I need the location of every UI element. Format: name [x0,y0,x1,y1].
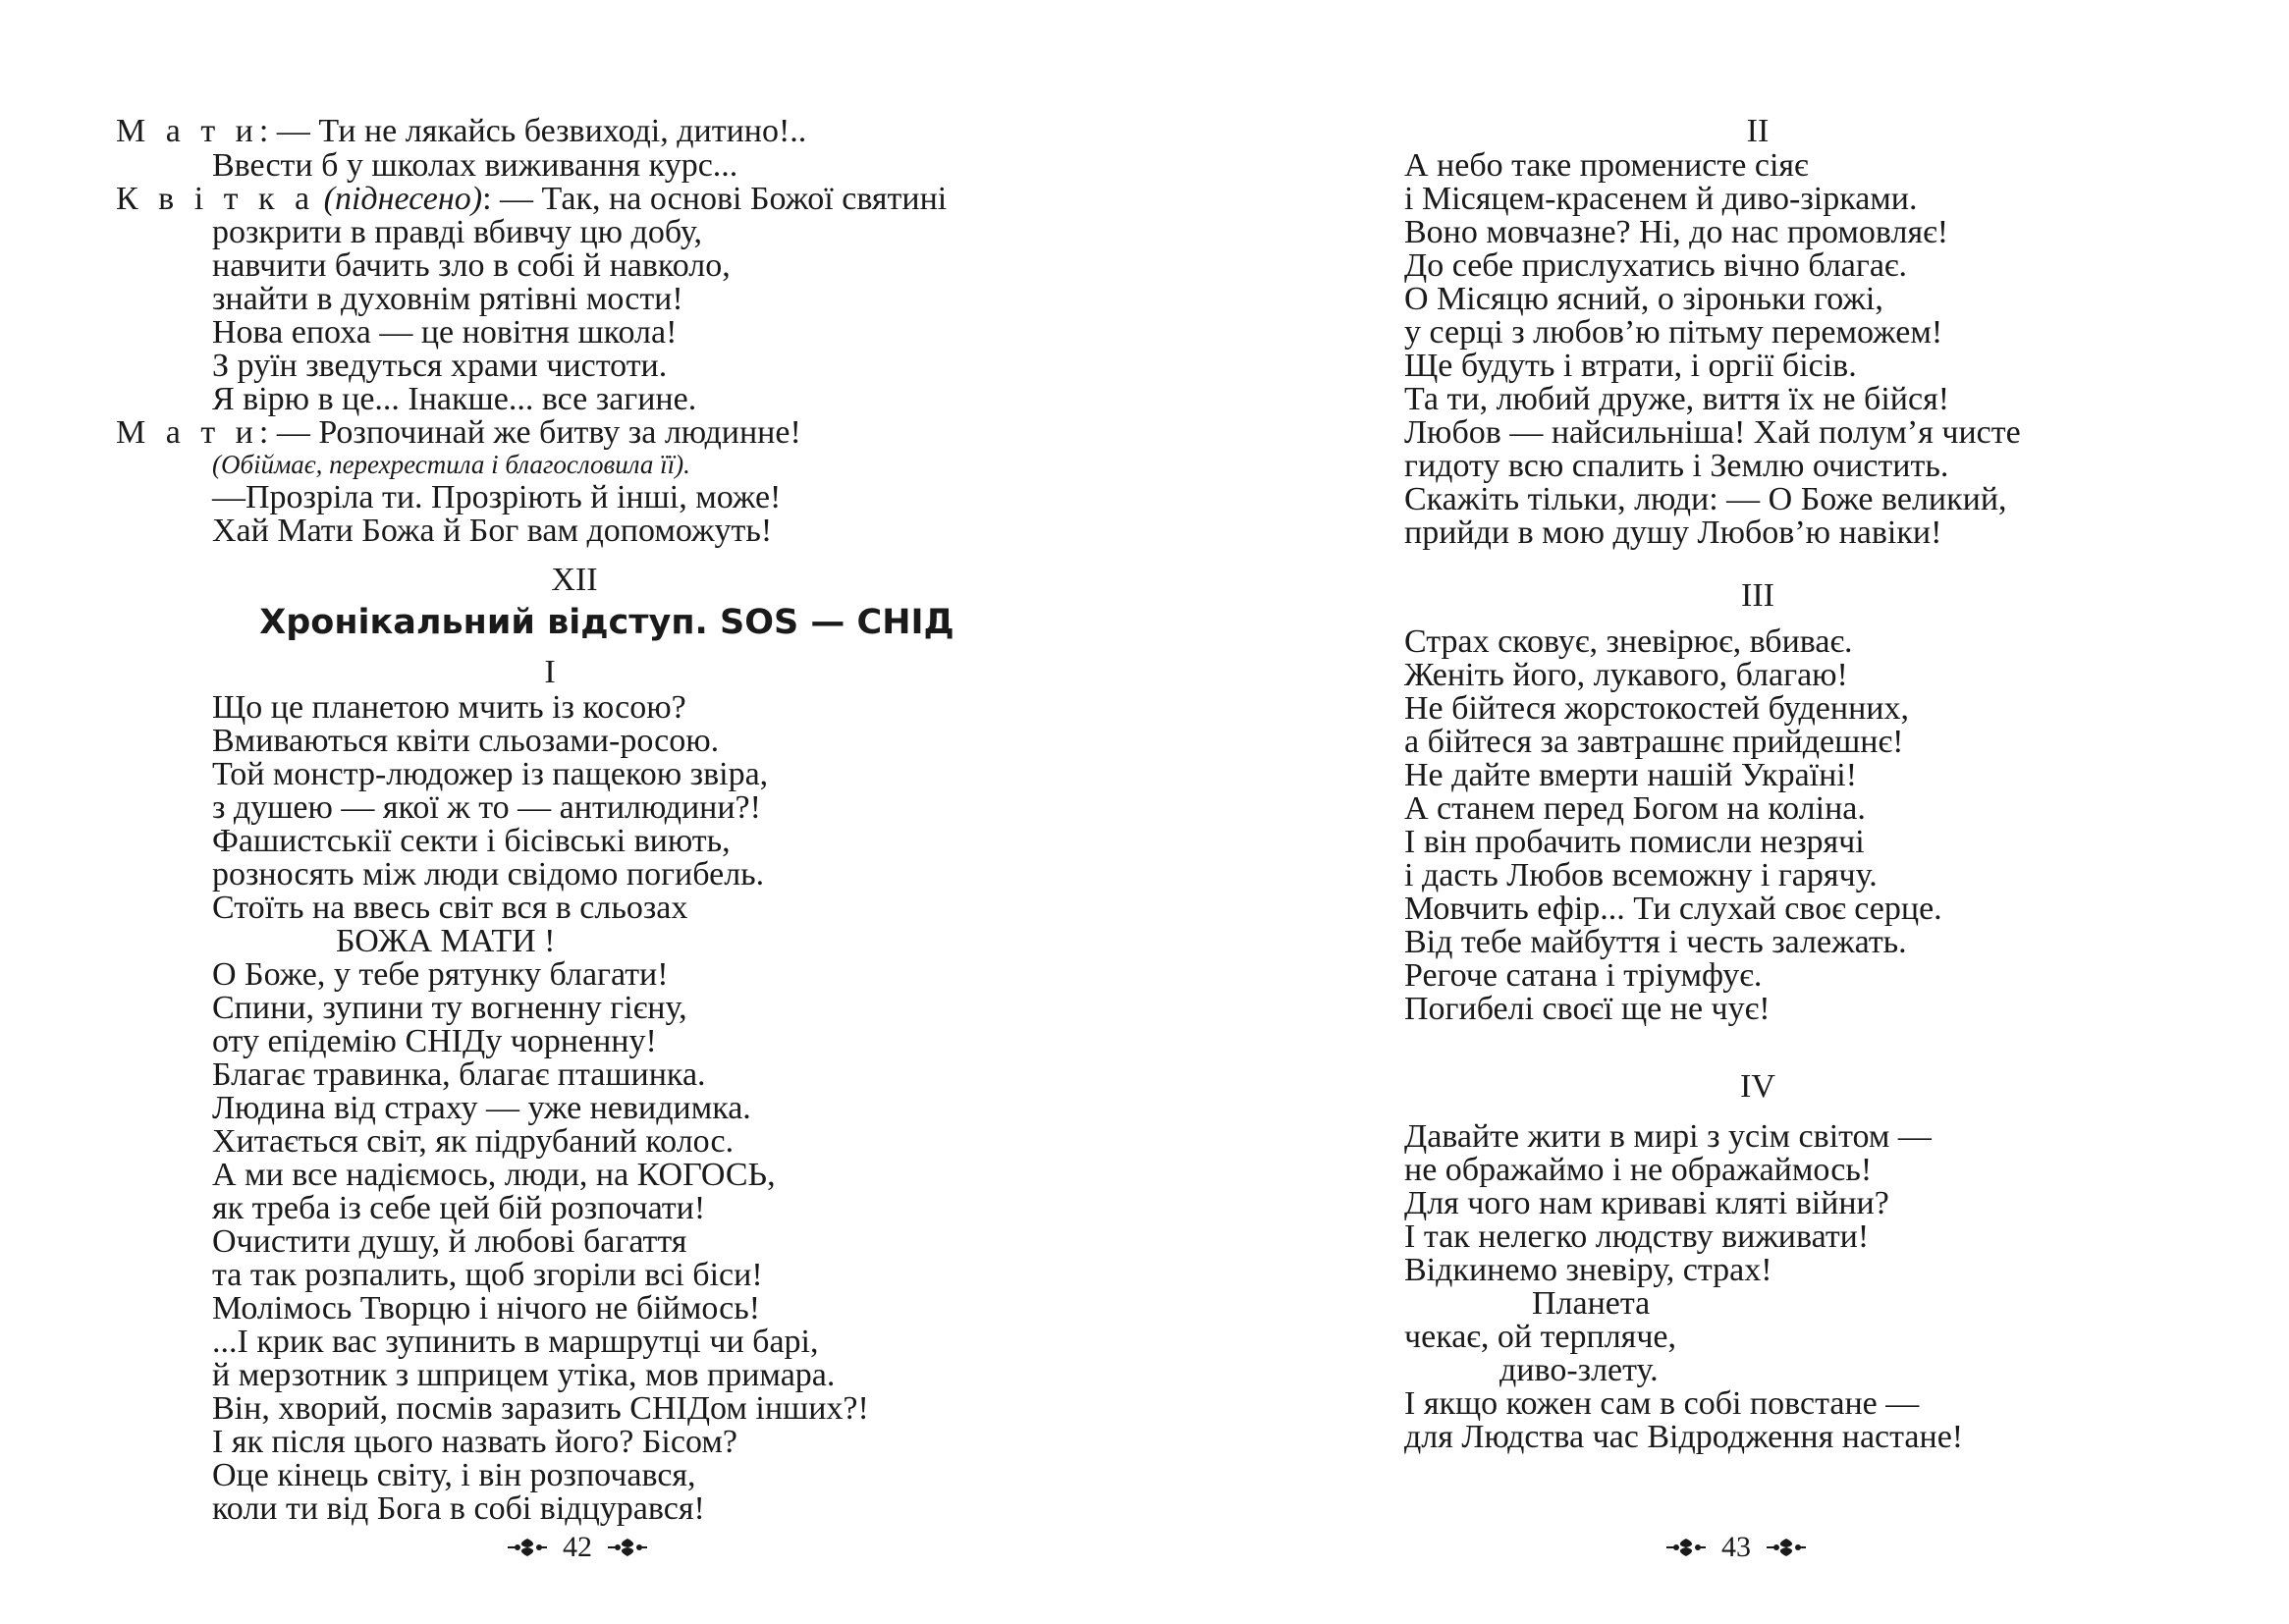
poem-line: І як після цього назвать його? Бісом? [212,1424,737,1460]
poem-line: і Місяцем-красенем й диво-зірками. [1404,181,1918,217]
poem-line: чекає, ой терпляче, [1404,1319,1677,1355]
poem-line-indented: БОЖА МАТИ ! [336,923,556,959]
poem-line: О Боже, у тебе рятунку благати! [212,956,669,993]
floral-vignette-icon [1765,1536,1808,1559]
poem-line: Та ти, любий друже, виття їх не бійся! [1404,381,1950,417]
poem-line: Любов — найсильніша! Хай полум’я чисте [1404,414,2021,451]
dialogue-line [116,183,947,216]
part-number: I [544,654,556,690]
poem-line: та так розпалить, щоб згоріли всі біси! [212,1257,763,1293]
section-title: Хронікальний відступ. SOS — СНІД [259,603,954,642]
speaker-kvitka: К в і т к а [116,181,316,217]
poem-line: А станем перед Богом на коліна. [1404,790,1866,827]
dialogue-line [116,416,801,450]
dialogue-line: Хай Мати Божа й Бог вам допоможуть! [212,513,773,549]
poem-line: Хитається світ, як підрубаний колос. [212,1123,735,1160]
poem-line: як треба із себе цей бій розпочати! [212,1190,706,1226]
dialogue-line: розкрити в правді вбивчу цю добу, [212,214,702,250]
poem-line: Оце кінець світу, і він розпочався, [212,1457,696,1493]
stage-remark: (піднесено) [323,181,483,217]
poem-line: Від тебе майбуття і честь залежать. [1404,924,1907,960]
speaker-mother: М а т и [116,414,259,451]
poem-line-indented: Планета [1532,1285,1651,1322]
poem-line: Не бійтеся жорстокостей буденних, [1404,690,1909,727]
poem-line: Відкинемо зневіру, страх! [1404,1252,1772,1288]
poem-line: й мерзотник з шприцем утіка, мов примара. [212,1357,836,1393]
dialogue-line: Нова епоха — це новітня школа! [212,314,678,351]
speaker-mother: М а т и [116,113,259,149]
poem-line: Страх сковує, зневірює, вбиває. [1404,623,1853,660]
poem-line: прийди в мою душу Любов’ю навіки! [1404,514,1942,551]
poem-line: Вмиваються квіти сльозами-росою. [212,723,720,759]
right-page [1144,0,2289,1624]
poem-line: не ображаймо і не ображаймось! [1404,1152,1873,1188]
poem-line: Фашистськії секти і бісівські виють, [212,823,731,859]
poem-line: Що це планетою мчить із косою? [212,689,686,726]
part-number: IV [1740,1068,1775,1105]
page-number: 43 [1721,1531,1751,1563]
poem-line: ...І крик вас зупинить в маршрутці чи барі, [212,1324,819,1360]
poem-line: Скажіть тільки, люди: — О Боже великий, [1404,481,2007,517]
part-number: II [1746,113,1770,149]
left-page [0,0,1144,1624]
dialogue-line: —Прозріла ти. Прозріють й інші, може! [212,479,782,515]
dialogue-line: навчити бачить зло в собі й навколо, [212,247,731,284]
poem-line: Ще будуть і втрати, і оргії бісів. [1404,348,1857,384]
poem-line: розносять між люди свідомо погибель. [212,856,765,893]
floral-vignette-icon [506,1536,549,1559]
poem-line: Молімось Творцю і нічого не біймось! [212,1290,761,1326]
dialogue-text: : — Розпочинай же битву за людинне! [258,414,801,451]
poem-line: Воно мовчазне? Ні, до нас промовляє! [1404,214,1949,250]
page-number: 42 [563,1531,592,1563]
poem-line: О Місяцю ясний, о зіроньки гожі, [1404,281,1883,317]
dialogue-line: Я вірю в це... Інакше... все загине. [212,381,697,417]
dialogue-text: : — Так, на основі Божої святині [482,181,948,217]
dialogue-line: Ввести б у школах виживання курс... [212,147,738,184]
poem-line: І якщо кожен сам в собі повстане — [1404,1385,1920,1422]
dialogue-line: З руїн зведуться храми чистоти. [212,348,668,384]
dialogue-line [116,115,806,148]
poem-line: А ми все надіємось, люди, на КОГОСЬ, [212,1157,776,1193]
poem-line: оту епідемію СНІДу чорненну! [212,1023,657,1059]
poem-line: Той монстр-людожер із пащекою звіра, [212,756,769,792]
poem-line: Погибелі своєї ще не чує! [1404,991,1771,1027]
poem-line: Спини, зупини ту вогненну гієну, [212,990,687,1026]
poem-line: А небо таке променисте сіяє [1404,147,1809,184]
dialogue-text: : — Ти не лякайсь безвиході, дитино!.. [258,113,807,149]
poem-line: Не дайте вмерти нашій Україні! [1404,757,1858,793]
part-number: III [1741,577,1774,614]
poem-line: Людина від страху — уже невидимка. [212,1090,751,1126]
poem-line: Стоїть на ввесь світ вся в сльозах [212,890,688,926]
poem-line: гидоту всю спалить і Землю очистить. [1404,448,1949,484]
poem-line: і дасть Любов всеможну і гарячу. [1404,857,1878,893]
poem-line: у серці з любов’ю пітьму переможем! [1404,314,1943,351]
poem-line: І він пробачить помисли незрячі [1404,824,1865,860]
poem-line: І так нелегко людству виживати! [1404,1218,1870,1255]
page-footer [506,1533,649,1562]
poem-line: Благає травинка, благає пташинка. [212,1056,706,1093]
poem-line: Давайте жити в мирі з усім світом — [1404,1118,1932,1155]
stage-direction: (Обіймає, перехрестила і благословила її). [212,450,690,479]
page-footer [1664,1533,1808,1562]
poem-line: Для чого нам криваві кляті війни? [1404,1185,1889,1221]
poem-line: Він, хворий, посмів заразить СНІДом інших?! [212,1390,869,1427]
poem-line: Регоче сатана і тріумфує. [1404,957,1763,994]
dialogue-line: знайти в духовнім рятівні мости! [212,281,683,317]
poem-line: Очистити душу, й любові багаття [212,1223,687,1260]
poem-line: а бійтеся за завтрашнє прийдешнє! [1404,724,1904,760]
poem-line-indented: диво-злету. [1499,1352,1659,1388]
poem-line: Мовчить ефір... Ти слухай своє серце. [1404,891,1942,927]
poem-line: коли ти від Бога в собі відцурався! [212,1490,705,1527]
poem-line: з душею — якої ж то — антилюдини?! [212,789,761,826]
section-number: XII [551,562,598,598]
poem-line: для Людства час Відродження настане! [1404,1419,1964,1455]
poem-line: Женіть його, лукавого, благаю! [1404,657,1848,693]
floral-vignette-icon [606,1536,649,1559]
floral-vignette-icon [1664,1536,1708,1559]
poem-line: До себе прислухатись вічно благає. [1404,247,1908,284]
